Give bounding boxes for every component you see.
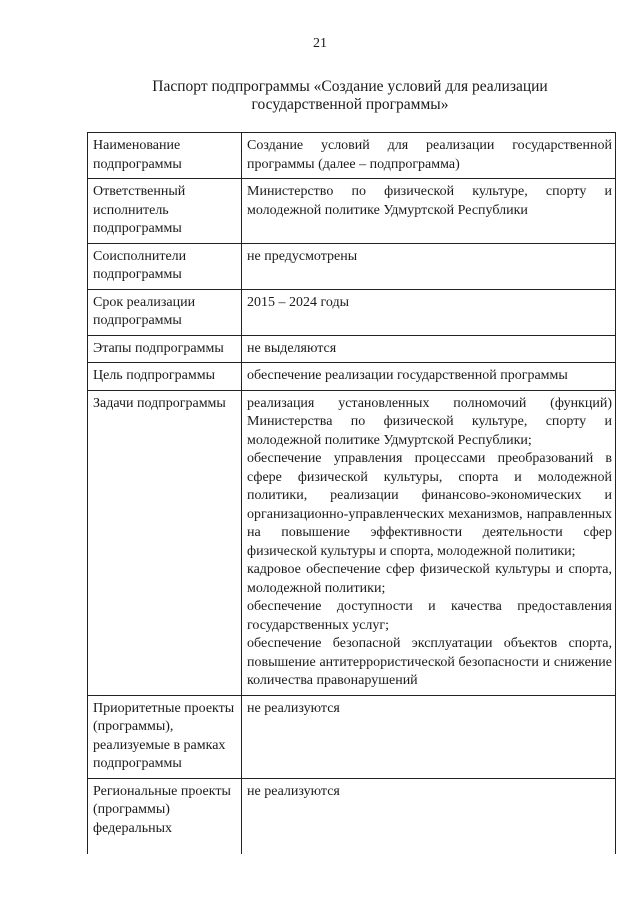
row-value-line: не выделяются [247, 340, 337, 356]
row-value [242, 778, 616, 854]
passport-table-body [88, 133, 616, 855]
row-value-line: обеспечение реализации государственной программы [247, 368, 568, 383]
task-item: обеспечение управления процессами преобразований в сфере физической культуры, спорта и молодежной политики, реализации финансово-экономических и организационно-управленческих механизмов, направленных на повышение эффективности деятельности сфер физической культуры и спорта, молодежной политики; [247, 451, 612, 559]
row-value [242, 133, 616, 179]
passport-table [87, 132, 616, 854]
row-label: Региональные проекты (программы) федеральных [88, 778, 242, 854]
title-line-2: государственной программы» [251, 96, 449, 113]
row-label: Цель подпрограммы [88, 363, 242, 391]
task-item: реализация установленных полномочий (функций) Министерства по физической культуре, спорту и молодежной политике Удмуртской Республики; [247, 395, 612, 448]
table-row [88, 243, 616, 289]
task-item: обеспечение доступности и качества предоставления государственных услуг; [247, 599, 612, 633]
task-item: кадровое обеспечение сфер физической культуры и спорта, молодежной политики; [247, 562, 612, 596]
row-value-line: не реализуются [247, 783, 340, 799]
row-label: Приоритетные проекты (программы), реализуемые в рамках подпрограммы [88, 695, 242, 778]
table-row [88, 778, 616, 854]
row-value [242, 363, 616, 391]
row-value-line: Министерство по физической культуре, спорту и молодежной политике Удмуртской Республики [247, 184, 612, 218]
title-line-1: Паспорт подпрограммы «Создание условий для реализации [152, 78, 548, 95]
table-row [88, 289, 616, 335]
table-row [88, 179, 616, 244]
row-label: Соисполнители подпрограммы [88, 243, 242, 289]
row-value [242, 289, 616, 335]
row-label: Этапы подпрограммы [88, 335, 242, 363]
row-label: Ответственный исполнитель подпрограммы [88, 179, 242, 244]
table-row [88, 133, 616, 179]
table-row [88, 390, 616, 695]
table-row [88, 335, 616, 363]
table-row [88, 695, 616, 778]
row-label: Задачи подпрограммы [88, 390, 242, 695]
row-label: Наименование подпрограммы [88, 133, 242, 179]
document-title [90, 78, 610, 114]
row-value-line: не предусмотрены [247, 248, 358, 264]
row-value [242, 243, 616, 289]
task-item: обеспечение безопасной эксплуатации объектов спорта, повышение антитеррористической безопасности и снижение количества правонарушений [247, 636, 612, 688]
row-value-line: не реализуются [247, 700, 340, 716]
row-value-line: 2015 – 2024 годы [247, 294, 350, 310]
row-value [242, 179, 616, 244]
row-value [242, 695, 616, 778]
row-value-line: Создание условий для реализации государственной программы (далее – подпрограмма) [247, 138, 612, 172]
row-label: Срок реализации подпрограммы [88, 289, 242, 335]
row-value [242, 335, 616, 363]
page-number: 21 [313, 36, 327, 51]
row-value [242, 390, 616, 695]
table-row [88, 363, 616, 391]
